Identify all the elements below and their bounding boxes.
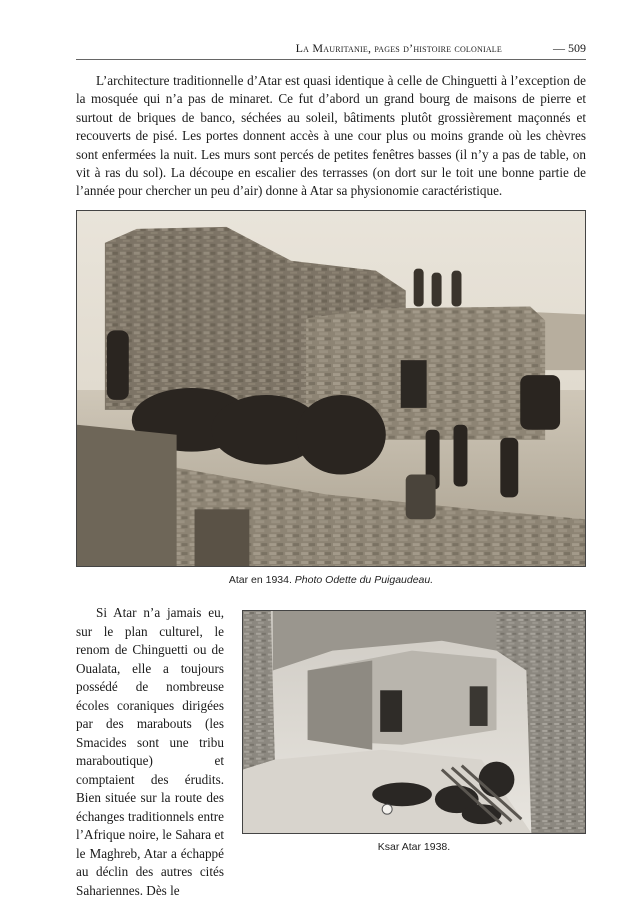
paragraph-atar-culture: Si Atar n’a jamais eu, sur le plan culturel, le renom de Chinguetti ou de Oualata, elle a toujours possédé de nombreuse écoles coraniques dirigées par des marabouts (les Smacides sont une tribu maraboutique) et comptaient des érudits. Bien située sur la route des échanges traditionnels entre l’Afrique noire, le Sahara et le Maghreb, Atar a échappé au déclin des autres cités Sahariennes. Dès le <box>76 605 224 898</box>
photo-ksar-atar-1938 <box>242 610 586 834</box>
photo-atar-1934 <box>76 210 586 567</box>
page-number: — 509 <box>553 41 586 55</box>
photo2-caption: Ksar Atar 1938. <box>377 841 451 853</box>
paragraph-architecture: L’architecture traditionnelle d’Atar est quasi identique à celle de Chinguetti à l’exception de la mosquée qui n’a pas de minaret. Ce fut d’abord un grand bourg de maisons de pierre et surtout de briques de banco, séchées au soleil, bâtiments plutôt grossièrement maçonnés et recouverts de pisé. Les portes donnent accès à une cour plus ou moins grande où les chèvres sont enfermées la nuit. Les murs sont percés de petites fenêtres basses (il n’y a pas de table, on vit à ras du sol). La découpe en escalier des terrasses (on dort sur le toit une bonne partie de l’année pour chercher un peu d’air) donne à Atar sa physionomie caractéristique. <box>76 73 586 199</box>
photo1-caption-text: Atar en 1934. <box>228 574 295 586</box>
running-title: La Mauritanie, pages d’histoire coloniale <box>295 41 502 55</box>
photo1-caption-credit: Photo Odette du Puigaudeau. <box>294 574 434 586</box>
header-rule <box>76 59 586 60</box>
running-header <box>76 40 586 56</box>
photo1-caption <box>76 573 586 587</box>
